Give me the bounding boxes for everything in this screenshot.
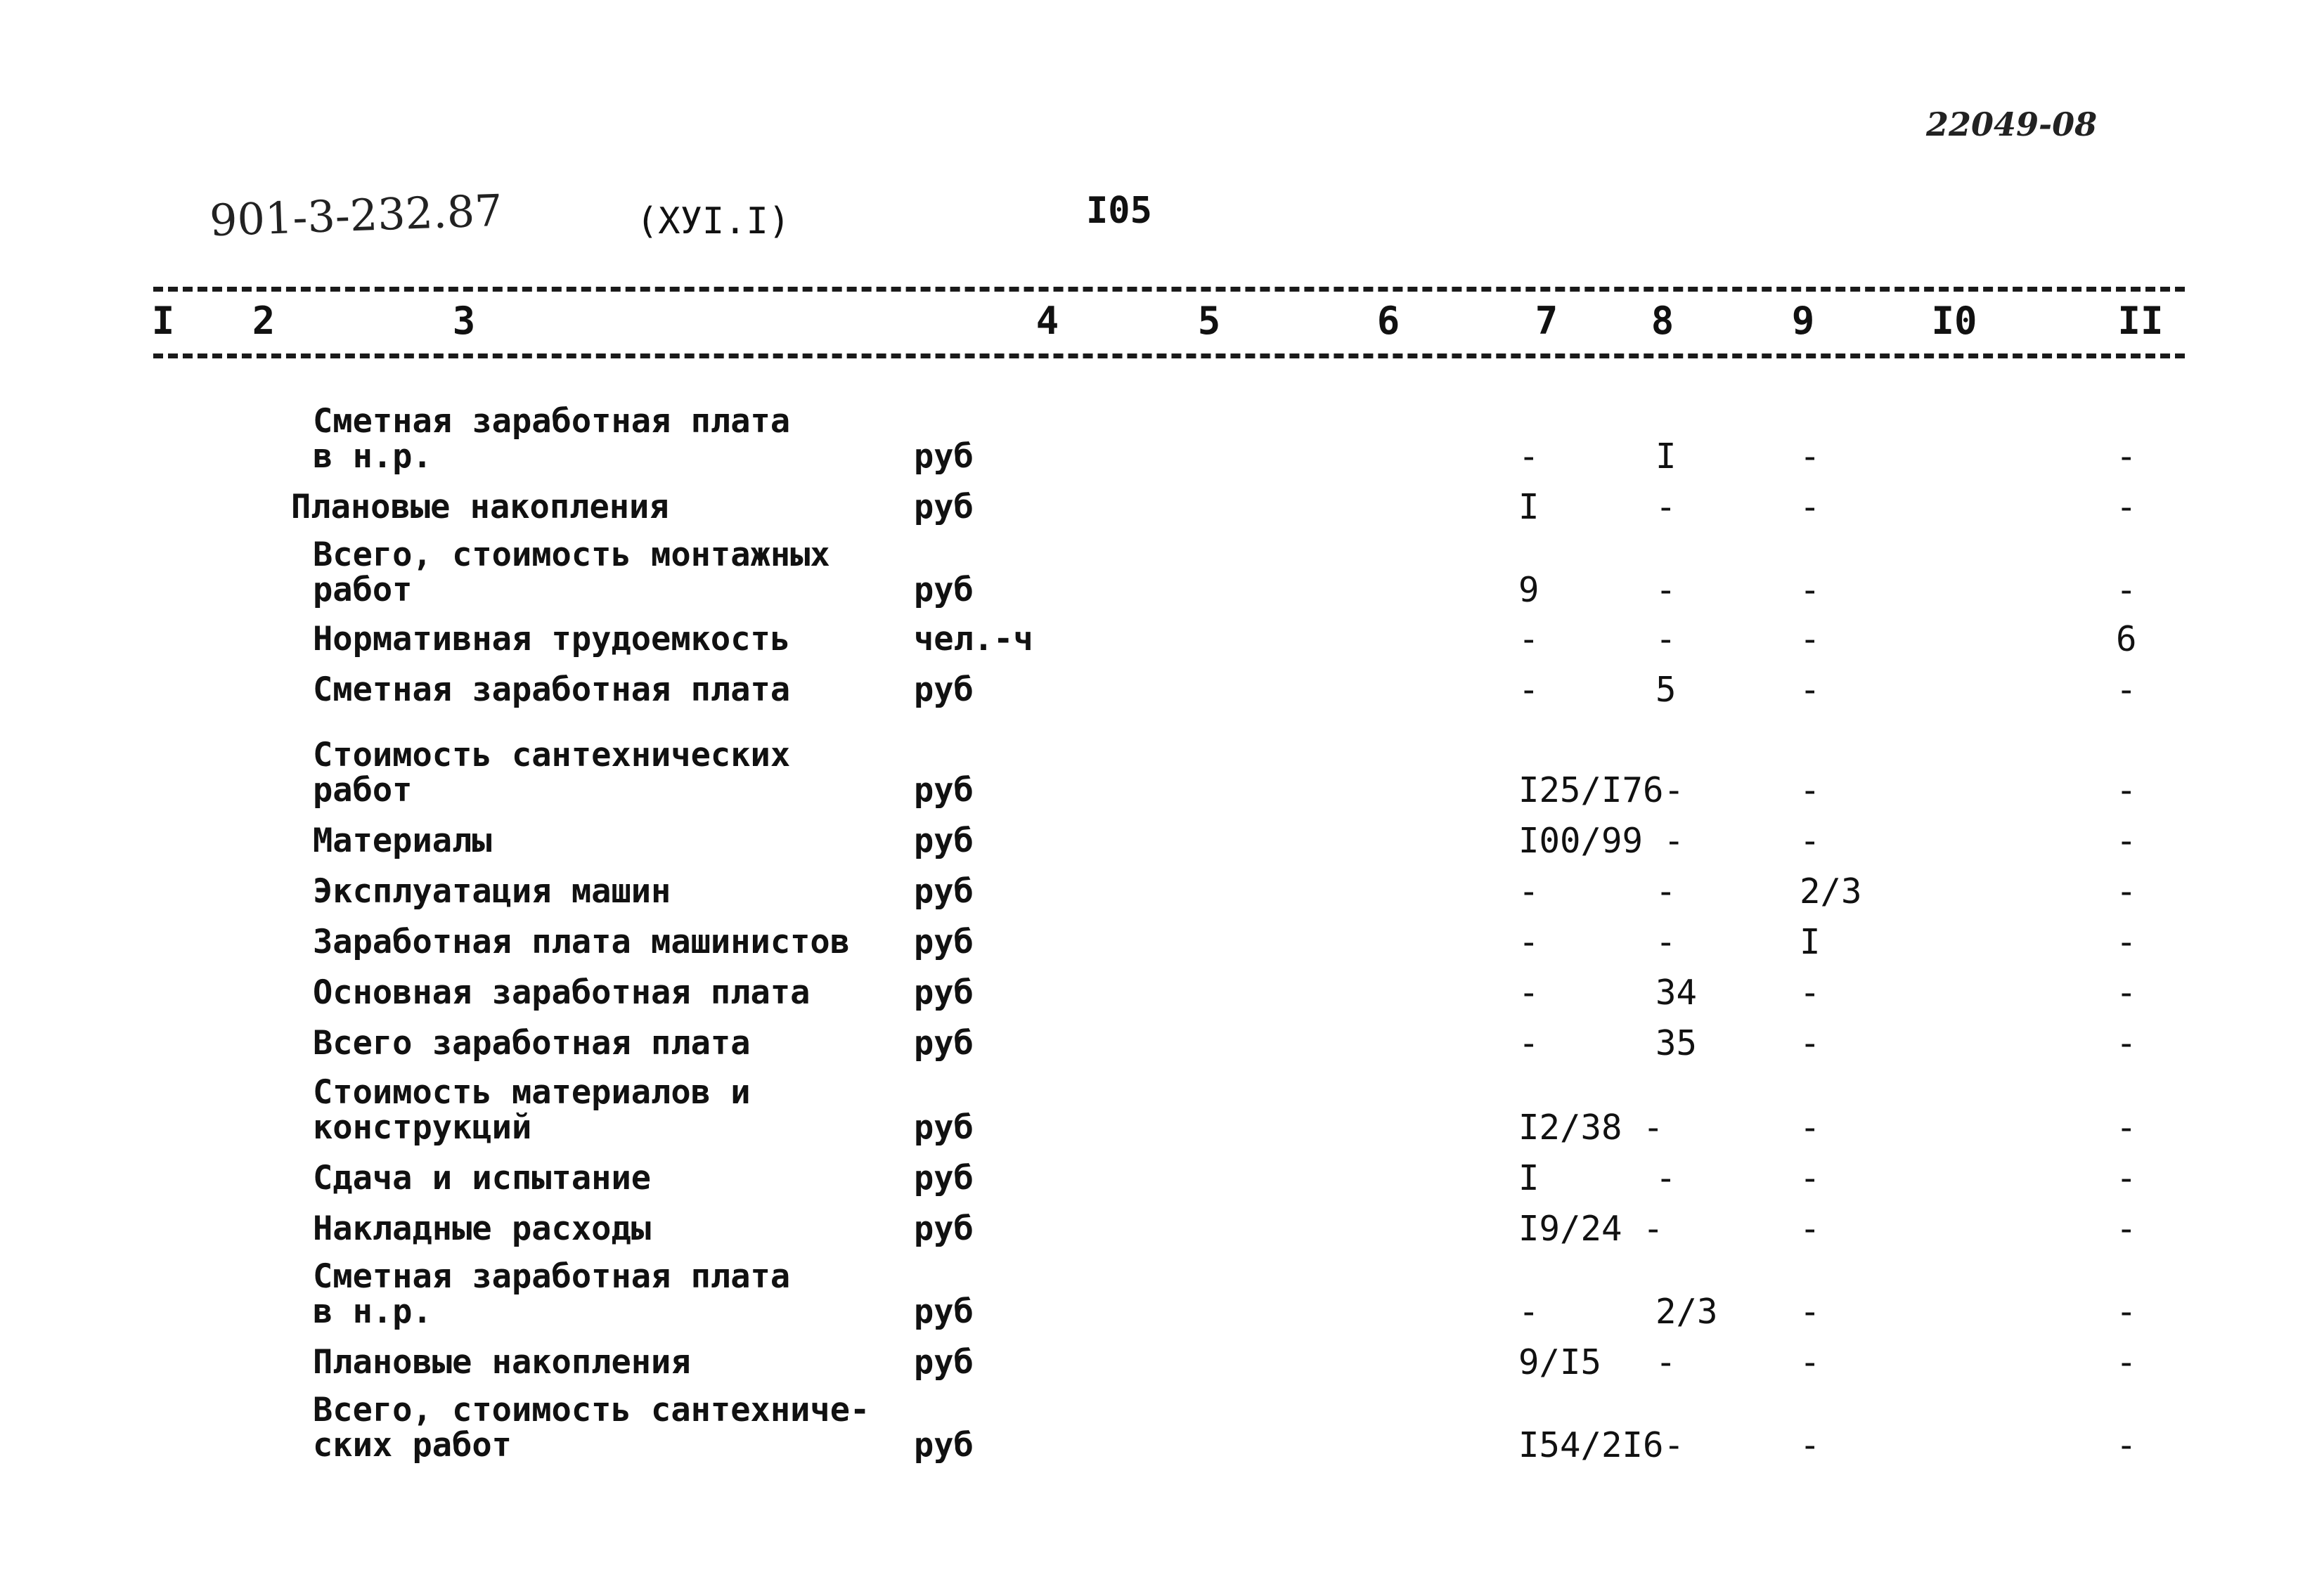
row-unit: руб <box>914 1024 974 1063</box>
cell-col8: 5 <box>1655 670 1677 710</box>
cell-col9: - <box>1800 770 1821 810</box>
row-unit: руб <box>914 1108 974 1147</box>
cell-col9: - <box>1800 570 1821 610</box>
cell-col11: - <box>2116 871 2137 911</box>
row-unit: руб <box>914 1159 974 1198</box>
row-unit: чел.-ч <box>914 620 1033 658</box>
cell-col8: - <box>1655 570 1677 610</box>
row-unit: руб <box>914 923 974 961</box>
column-header-7: 7 <box>1535 299 1558 343</box>
header-top-rule <box>153 287 2185 292</box>
section-code: (XУI.I) <box>636 200 791 242</box>
table-row <box>0 1342 2324 1382</box>
cell-col9: - <box>1800 821 1821 861</box>
row-label: Нормативная трудоемкость <box>313 620 791 658</box>
cell-col7: - <box>1518 619 1539 659</box>
cell-col9: - <box>1800 619 1821 659</box>
table-row <box>0 821 2324 861</box>
row-unit: руб <box>914 1292 974 1331</box>
table-row <box>0 536 2324 610</box>
row-unit: руб <box>914 670 974 709</box>
cell-col7: - <box>1518 1292 1539 1332</box>
cell-col8: - <box>1655 1342 1677 1382</box>
cell-col11: - <box>2116 1425 2137 1465</box>
table-row <box>0 1023 2324 1063</box>
row-label: Плановые накопления <box>313 1343 691 1382</box>
cell-col9: - <box>1800 1209 1821 1249</box>
row-label: Стоимость материалов и конструкций <box>313 1073 751 1147</box>
cell-col9: - <box>1800 1342 1821 1382</box>
cell-col7: - <box>1518 436 1539 476</box>
cell-col11: - <box>2116 1158 2137 1198</box>
row-label: Всего, стоимость монтажных работ <box>313 536 830 609</box>
cell-col9: - <box>1800 1158 1821 1198</box>
sheet-code: 901-3-232.87 <box>208 184 503 247</box>
row-label: Сметная заработная плата в н.р. <box>313 402 791 476</box>
table-row <box>0 922 2324 962</box>
table-row <box>0 1158 2324 1198</box>
page-number: I05 <box>1086 190 1152 232</box>
cell-col11: - <box>2116 770 2137 810</box>
cell-col7: - <box>1518 922 1539 962</box>
cell-col11: - <box>2116 1023 2137 1063</box>
table-row <box>0 871 2324 911</box>
row-unit: руб <box>914 1426 974 1465</box>
cell-col7: I <box>1518 1158 1539 1198</box>
cell-col8: - <box>1655 487 1677 527</box>
row-label: Плановые накопления <box>291 488 669 526</box>
cell-col9: - <box>1800 1425 1821 1465</box>
table-row <box>0 973 2324 1013</box>
cell-col11: - <box>2116 670 2137 710</box>
cell-col11: - <box>2116 487 2137 527</box>
cell-col7: 9/I5 <box>1518 1342 1602 1382</box>
cell-col11: - <box>2116 821 2137 861</box>
column-header-4: 4 <box>1035 299 1059 343</box>
header-bottom-rule <box>153 353 2185 358</box>
table-row <box>0 736 2324 810</box>
row-label: Накладные расходы <box>313 1209 652 1248</box>
row-unit: руб <box>914 1209 974 1248</box>
cell-col7: - <box>1518 670 1539 710</box>
row-label: Всего заработная плата <box>313 1024 751 1063</box>
row-unit: руб <box>914 1343 974 1382</box>
row-label: Сметная заработная плата <box>313 670 791 709</box>
column-header-5: 5 <box>1197 299 1221 343</box>
cell-col11: - <box>2116 1342 2137 1382</box>
row-unit: руб <box>914 973 974 1012</box>
cell-col7: I9/24 - <box>1518 1209 1664 1249</box>
table-row <box>0 1209 2324 1249</box>
cell-col7: - <box>1518 871 1539 911</box>
table-row <box>0 1257 2324 1332</box>
cell-col8: - <box>1655 1158 1677 1198</box>
table-row <box>0 1073 2324 1148</box>
cell-col9: - <box>1800 1108 1821 1148</box>
table-row <box>0 619 2324 659</box>
column-header-2: 2 <box>252 299 276 343</box>
row-unit: руб <box>914 822 974 860</box>
cell-col11: - <box>2116 1108 2137 1148</box>
cell-col8: 34 <box>1655 973 1698 1013</box>
column-header-1: I <box>151 299 175 343</box>
column-header-9: 9 <box>1791 299 1815 343</box>
row-label: Стоимость сантехнических работ <box>313 736 791 810</box>
cell-col8: - <box>1655 619 1677 659</box>
table-row <box>0 487 2324 527</box>
row-unit: руб <box>914 571 974 609</box>
row-label: Сдача и испытание <box>313 1159 652 1198</box>
cell-col9: - <box>1800 1023 1821 1063</box>
cell-col9: - <box>1800 487 1821 527</box>
column-header-11: II <box>2117 299 2164 343</box>
column-header-10: I0 <box>1931 299 1977 343</box>
cell-col7: I00/99 - <box>1518 821 1685 861</box>
column-header-3: 3 <box>452 299 476 343</box>
cell-col7: 9 <box>1518 570 1539 610</box>
cell-col9: - <box>1800 973 1821 1013</box>
cell-col11: 6 <box>2116 619 2137 659</box>
table-row <box>0 402 2324 476</box>
row-label: Материалы <box>313 822 492 860</box>
cell-col7: - <box>1518 973 1539 1013</box>
row-label: Всего, стоимость сантехниче- ских работ <box>313 1391 870 1465</box>
cell-col8: - <box>1655 922 1677 962</box>
row-unit: руб <box>914 488 974 526</box>
document-code: 22049-08 <box>1926 105 2098 143</box>
cell-col11: - <box>2116 1209 2137 1249</box>
cell-col8: I <box>1655 436 1677 476</box>
row-unit: руб <box>914 771 974 810</box>
table-row <box>0 1391 2324 1465</box>
cell-col9: I <box>1800 922 1821 962</box>
row-label: Основная заработная плата <box>313 973 811 1012</box>
column-header-8: 8 <box>1651 299 1674 343</box>
cell-col8: 2/3 <box>1655 1292 1718 1332</box>
cell-col11: - <box>2116 973 2137 1013</box>
cell-col7: I <box>1518 487 1539 527</box>
row-label: Заработная плата машинистов <box>313 923 851 961</box>
row-unit: руб <box>914 437 974 476</box>
cell-col11: - <box>2116 922 2137 962</box>
cell-col11: - <box>2116 436 2137 476</box>
cell-col9: - <box>1800 670 1821 710</box>
cell-col7: I2/38 - <box>1518 1108 1664 1148</box>
cell-col7: I25/I76- <box>1518 770 1685 810</box>
column-header-6: 6 <box>1376 299 1400 343</box>
cell-col9: - <box>1800 1292 1821 1332</box>
cell-col7: I54/2I6- <box>1518 1425 1685 1465</box>
cell-col8: 35 <box>1655 1023 1698 1063</box>
row-unit: руб <box>914 872 974 911</box>
cell-col8: - <box>1655 871 1677 911</box>
cell-col11: - <box>2116 570 2137 610</box>
cell-col11: - <box>2116 1292 2137 1332</box>
table-row <box>0 670 2324 710</box>
row-label: Сметная заработная плата в н.р. <box>313 1257 791 1331</box>
cell-col7: - <box>1518 1023 1539 1063</box>
cell-col9: 2/3 <box>1800 871 1862 911</box>
row-label: Эксплуатация машин <box>313 872 671 911</box>
cell-col9: - <box>1800 436 1821 476</box>
